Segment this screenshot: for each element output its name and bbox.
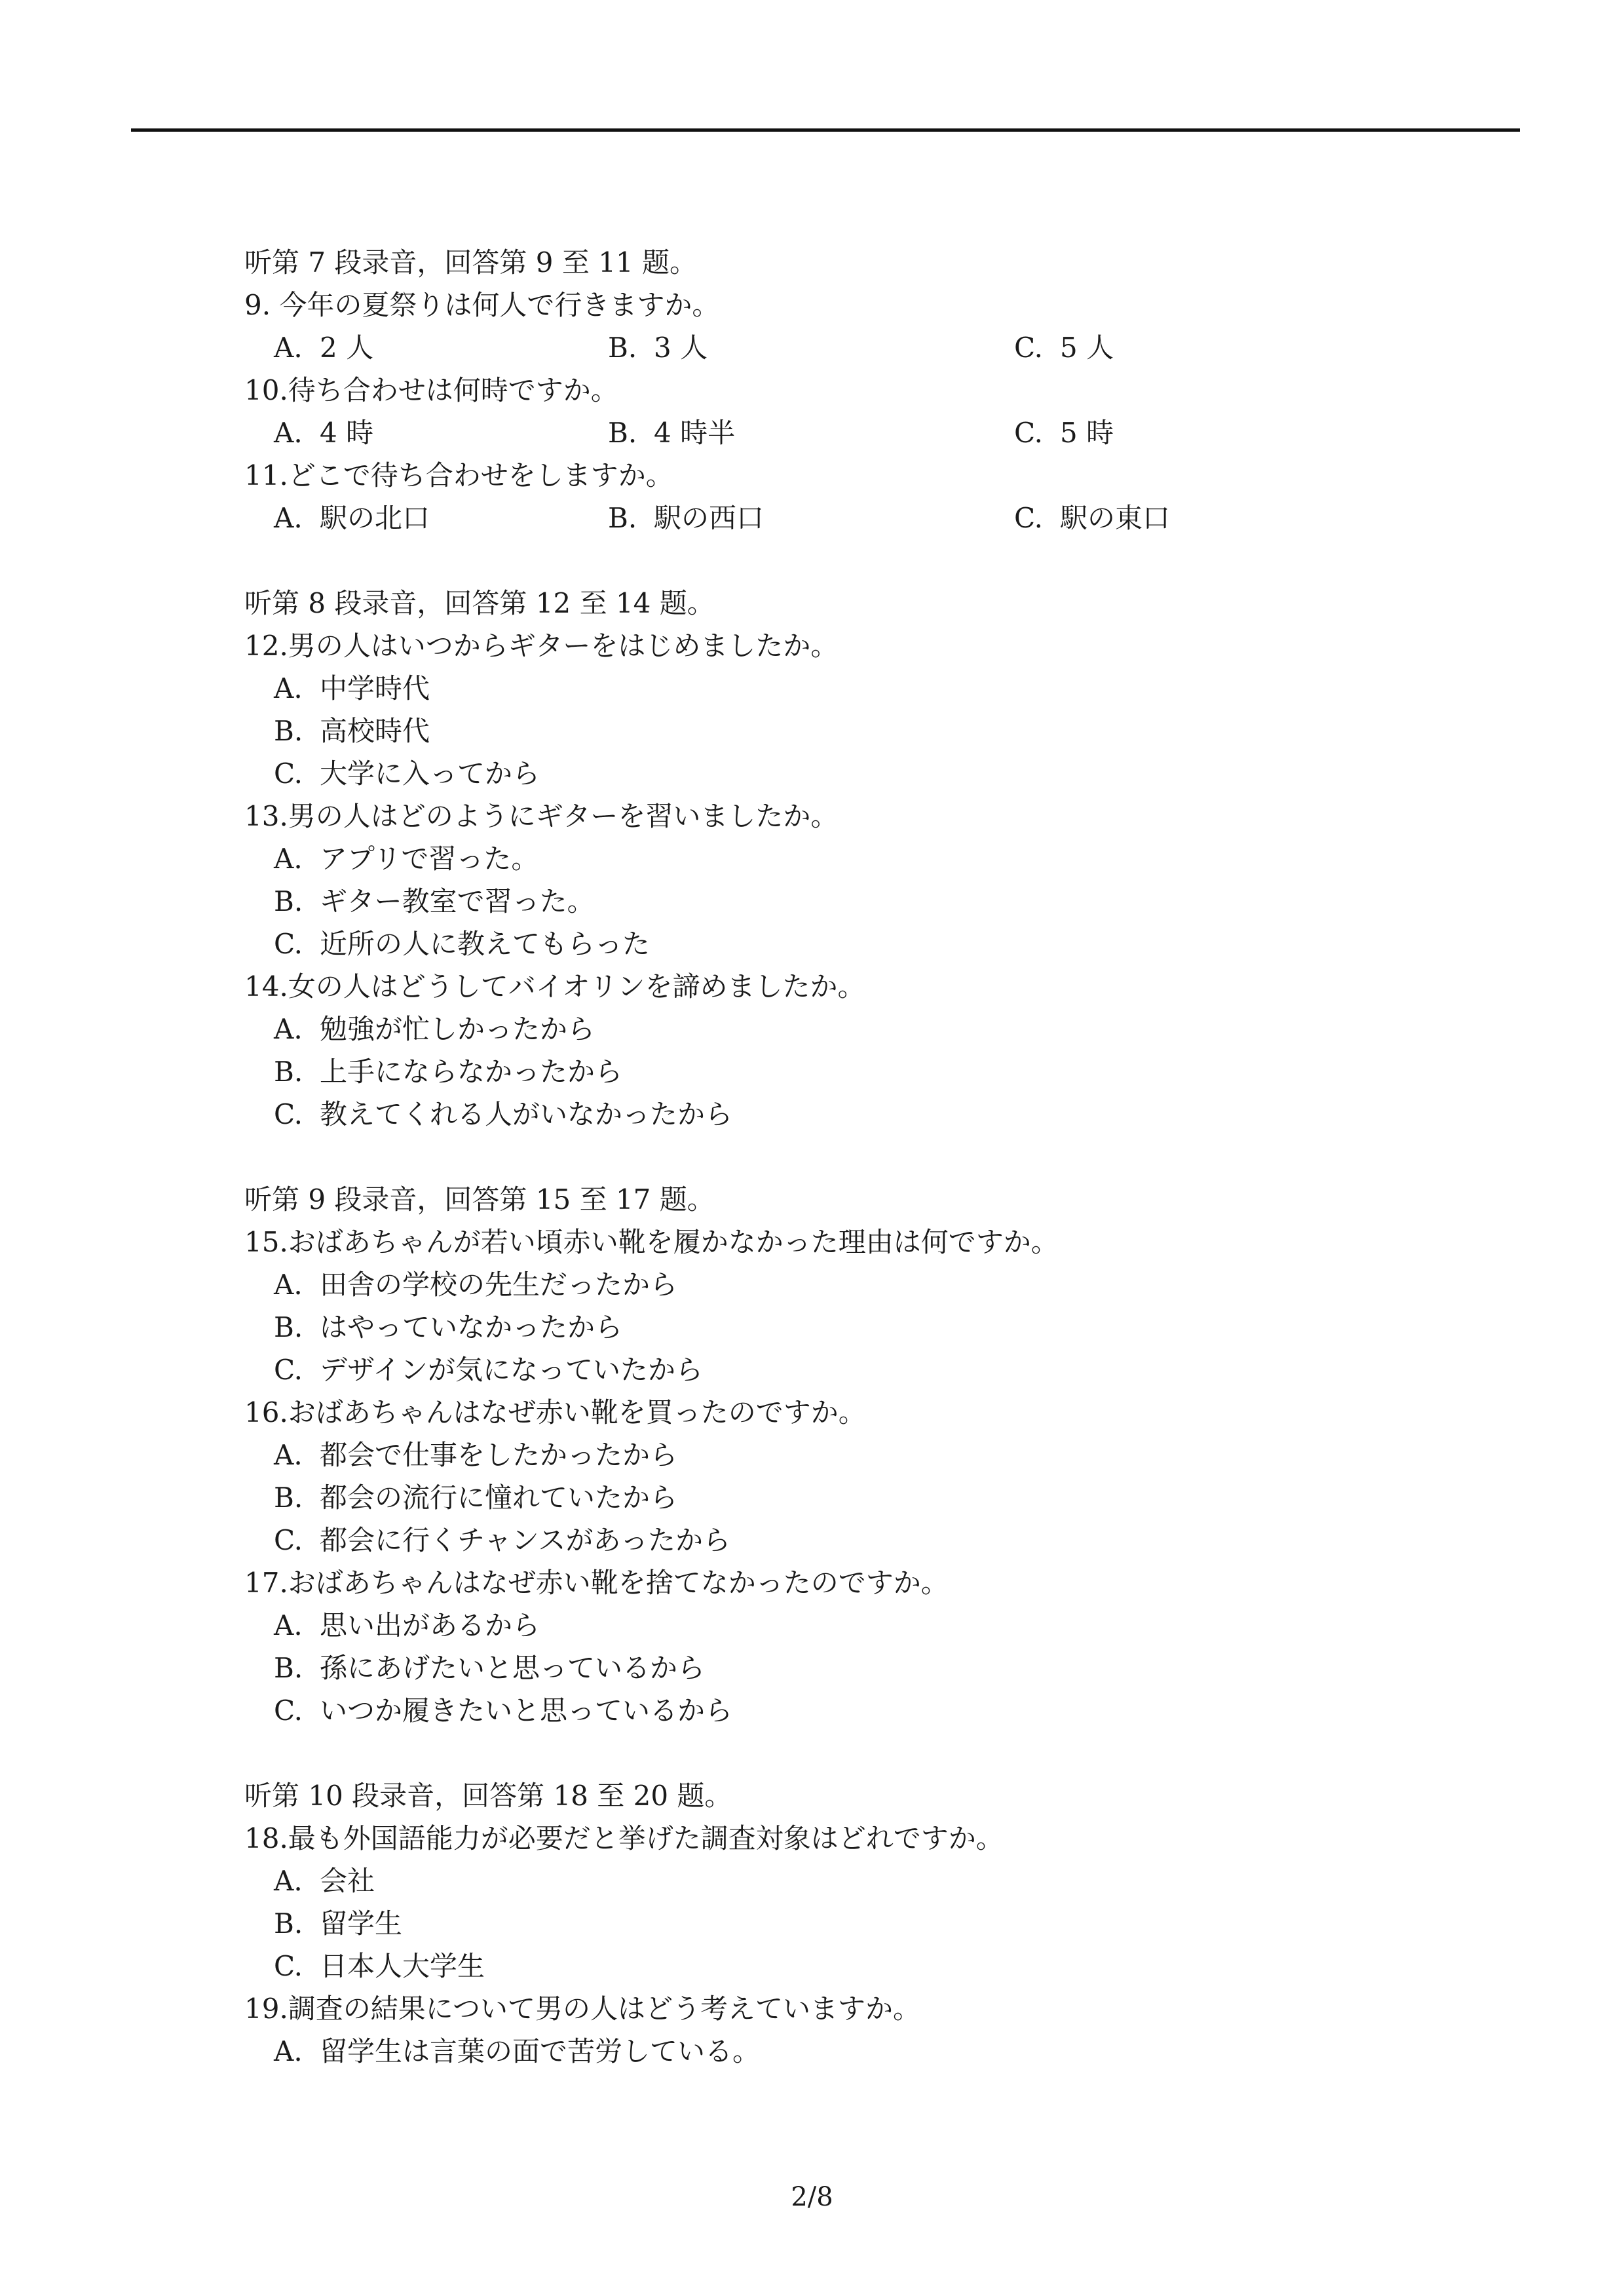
option-text: はやっていなかったから [320,1311,623,1343]
option-text: 3 人 [654,332,708,364]
options-9 [244,326,1489,369]
option-text: 大学に入ってから [320,757,540,790]
option-letter: C. [1014,502,1043,534]
option-letter: A. [274,843,303,875]
section-gap [244,1732,1489,1774]
question-15: 15.おばあちゃんが若い頃赤い靴を履かなかった理由は何ですか。 [244,1226,1059,1258]
option-text: 思い出があるから [320,1609,540,1641]
options-11 [244,497,1489,539]
option-letter: C. [1014,332,1043,364]
option-letter: B. [274,715,303,747]
option-text: 会社 [320,1865,375,1897]
option-letter: B. [608,417,637,449]
option-a[interactable] [274,411,373,454]
option-letter: C. [274,1694,303,1727]
option-letter: C. [274,1524,303,1556]
question-9: 9. 今年の夏祭りは何人で行きますか。 [244,289,720,321]
header-rule [131,128,1520,132]
option-letter: A. [274,1865,303,1897]
option-a[interactable] [244,1604,1489,1647]
option-a[interactable] [244,1008,1489,1050]
option-text: 駅の西口 [654,502,765,534]
option-text: 都会の流行に憧れていたから [320,1482,678,1514]
option-c[interactable] [244,1093,1489,1136]
question-16: 16.おばあちゃんはなぜ赤い靴を買ったのですか。 [244,1396,866,1428]
section-7 [244,241,1489,539]
option-b[interactable] [608,411,735,454]
option-c[interactable] [244,1519,1489,1561]
exam-content [244,241,1489,2073]
option-text: 高校時代 [320,715,430,747]
option-c[interactable] [244,1689,1489,1732]
option-letter: A. [274,502,303,534]
question-10: 10.待ち合わせは何時ですか。 [244,374,618,406]
option-letter: A. [274,1013,303,1045]
option-text: 都会で仕事をしたかったから [320,1439,678,1471]
section-title: 听第 7 段录音，回答第 9 至 11 题。 [244,246,697,278]
option-text: 4 時 [320,417,374,449]
option-letter: A. [274,1439,303,1471]
option-letter: A. [274,332,303,364]
option-text: 日本人大学生 [320,1950,485,1982]
option-a[interactable] [244,1434,1489,1476]
option-text: 駅の北口 [320,502,430,534]
section-title: 听第 10 段录音，回答第 18 至 20 题。 [244,1780,732,1812]
option-text: 2 人 [320,332,374,364]
option-letter: A. [274,672,303,704]
option-text: 留学生は言葉の面で苦労している。 [320,2035,761,2067]
option-text: 都会に行くチャンスがあったから [320,1524,731,1556]
option-text: 5 時 [1060,417,1114,449]
page-number: 2/8 [791,2182,833,2212]
option-letter: B. [274,1311,303,1343]
option-b[interactable] [244,1902,1489,1945]
option-text: 田舎の学校の先生だったから [320,1269,678,1301]
section-title: 听第 9 段录音，回答第 15 至 17 题。 [244,1183,715,1215]
option-b[interactable] [244,880,1489,923]
option-letter: C. [274,928,303,960]
option-b[interactable] [244,1306,1489,1349]
option-b[interactable] [244,1476,1489,1519]
option-c[interactable] [244,1349,1489,1391]
option-c[interactable] [244,923,1489,965]
option-text: 4 時半 [654,417,736,449]
option-a[interactable] [244,1263,1489,1306]
option-letter: A. [274,417,303,449]
option-text: 駅の東口 [1060,502,1171,534]
section-9 [244,1178,1489,1732]
option-letter: A. [274,1609,303,1641]
option-text: 5 人 [1060,332,1114,364]
option-text: 孫にあげたいと思っているから [320,1652,706,1684]
option-text: 留学生 [320,1907,403,1940]
option-c[interactable] [244,752,1489,795]
option-text: デザインが気になっていたから [320,1354,704,1386]
section-8 [244,582,1489,1136]
section-gap [244,539,1489,582]
option-a[interactable] [244,2030,1489,2073]
option-letter: B. [608,332,637,364]
option-text: アプリで習った。 [320,843,539,875]
section-gap [244,1136,1489,1178]
option-letter: B. [274,1907,303,1940]
section-title: 听第 8 段录音，回答第 12 至 14 题。 [244,587,715,619]
option-letter: C. [274,757,303,790]
option-b[interactable] [608,497,764,539]
option-a[interactable] [244,667,1489,710]
option-text: 上手にならなかったから [320,1056,623,1088]
option-c[interactable] [1014,411,1114,454]
option-letter: B. [274,1652,303,1684]
question-14: 14.女の人はどうしてバイオリンを諦めましたか。 [244,970,865,1003]
option-letter: C. [274,1098,303,1130]
option-text: 勉強が忙しかったから [320,1013,595,1045]
question-19: 19.調査の結果について男の人はどう考えていますか。 [244,1993,920,2025]
option-text: 中学時代 [320,672,430,704]
option-b[interactable] [244,710,1489,752]
question-12: 12.男の人はいつからギターをはじめましたか。 [244,630,839,662]
question-17: 17.おばあちゃんはなぜ赤い靴を捨てなかったのですか。 [244,1567,949,1599]
option-letter: A. [274,1269,303,1301]
option-a[interactable] [274,497,430,539]
option-letter: B. [274,1056,303,1088]
question-18: 18.最も外国語能力が必要だと挙げた調査対象はどれですか。 [244,1822,1004,1854]
option-letter: B. [608,502,637,534]
option-b[interactable] [608,326,708,369]
option-c[interactable] [1014,497,1170,539]
option-letter: A. [274,2035,303,2067]
option-c[interactable] [1014,326,1114,369]
options-10 [244,411,1489,454]
option-letter: C. [274,1354,303,1386]
option-text: 近所の人に教えてもらった [320,928,651,960]
option-text: 教えてくれる人がいなかったから [320,1098,733,1130]
question-11: 11.どこで待ち合わせをしますか。 [244,459,673,491]
option-letter: C. [1014,417,1043,449]
option-letter: C. [274,1950,303,1982]
option-text: いつか履きたいと思っているから [320,1694,733,1727]
option-b[interactable] [244,1050,1489,1093]
option-letter: B. [274,1482,303,1514]
option-a[interactable] [244,1860,1489,1902]
option-letter: B. [274,885,303,917]
option-a[interactable] [274,326,373,369]
option-b[interactable] [244,1647,1489,1689]
option-text: ギター教室で習った。 [320,885,595,917]
option-c[interactable] [244,1945,1489,1987]
option-a[interactable] [244,837,1489,880]
question-13: 13.男の人はどのようにギターを習いましたか。 [244,800,839,832]
section-10 [244,1774,1489,2073]
